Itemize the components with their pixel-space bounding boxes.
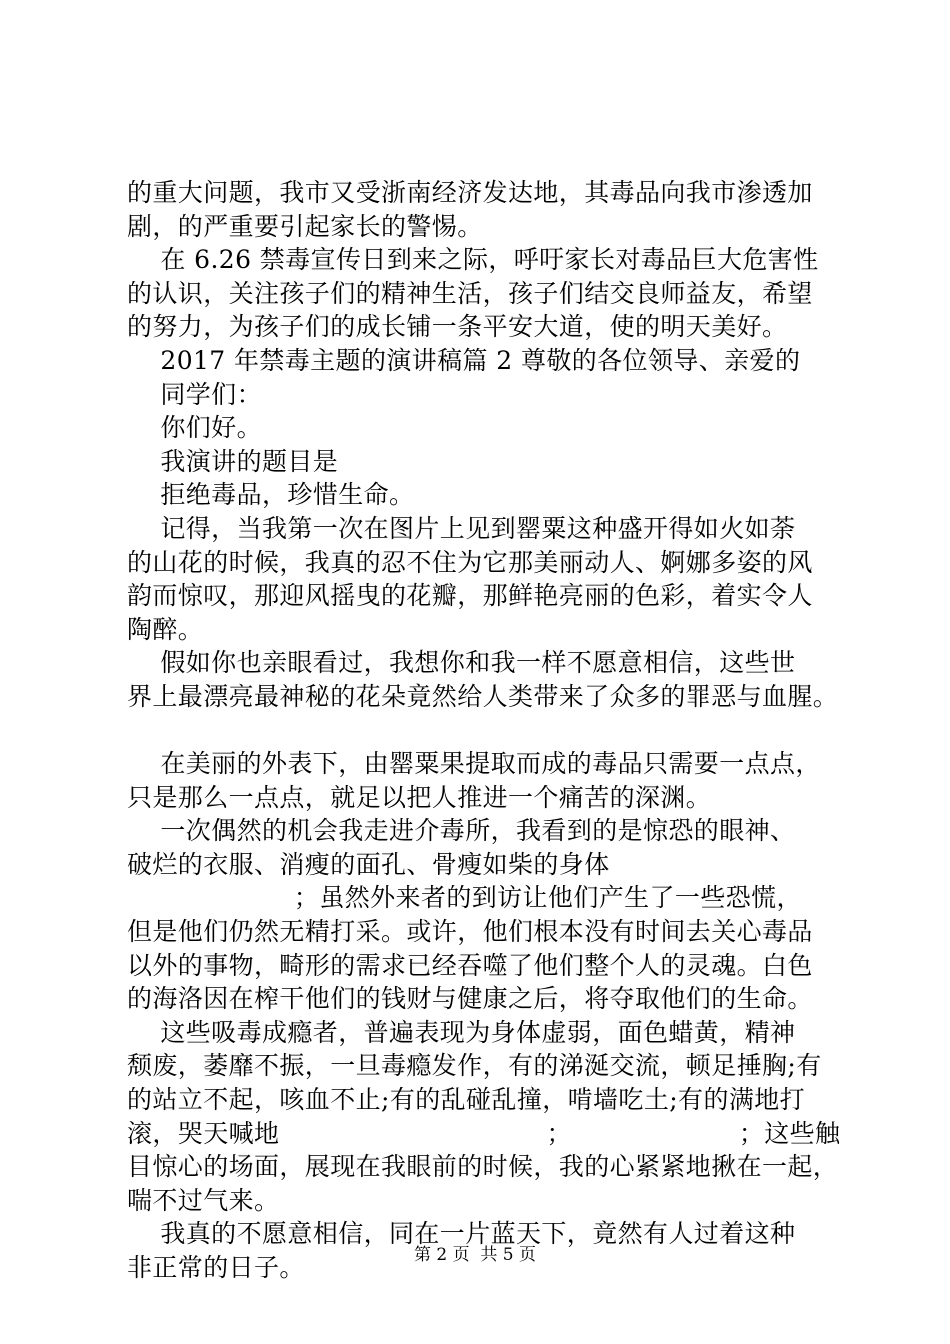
text-line: 的认识，关注孩子们的精神生活，孩子们结交良师益友，希望 (127, 278, 813, 308)
text-line: 假如你也亲眼看过，我想你和我一样不愿意相信，这些世 (127, 648, 796, 678)
body-text (127, 176, 847, 1285)
text-line: 剧，的严重要引起家长的警惕。 (127, 211, 483, 241)
text-line: 目惊心的场面，展现在我眼前的时候，我的心紧紧地揪在一起， (127, 1152, 839, 1182)
text-line: 在美丽的外表下，由罂粟果提取而成的毒品只需要一点点， (127, 749, 821, 779)
blank-line (127, 714, 847, 748)
text-line: 韵而惊叹，那迎风摇曳的花瓣，那鲜艳亮丽的色彩，着实令人 (127, 581, 813, 611)
text-line: 你们好。 (127, 413, 262, 443)
text-line: 的山花的时候，我真的忍不住为它那美丽动人、婀娜多姿的风 (127, 547, 813, 577)
text-line: 的站立不起，咳血不止;有的乱碰乱撞，啃墙吃土;有的满地打 (127, 1085, 806, 1115)
text-line: 记得，当我第一次在图片上见到罂粟这种盛开得如火如荼 (127, 513, 796, 543)
text-line: 的重大问题，我市又受浙南经济发达地，其毒品向我市渗透加 (127, 178, 813, 207)
text-line: 颓废，萎靡不振，一旦毒瘾发作，有的涕涎交流，顿足捶胸;有 (127, 1051, 822, 1081)
text-line: 以外的事物，畸形的需求已经吞噬了他们整个人的灵魂。白色 (127, 950, 813, 980)
text-line: 我真的不愿意相信，同在一片蓝天下，竟然有人过着这种 (127, 1219, 796, 1249)
page-footer: 第 2 页 共 5 页 (413, 1245, 537, 1265)
text-line: 陶醉。 (127, 614, 204, 644)
text-line: 在 6.26 禁毒宣传日到来之际，呼吁家长对毒品巨大危害性 (127, 245, 819, 275)
text-line: 一次偶然的机会我走进介毒所，我看到的是惊恐的眼神、 (127, 816, 796, 846)
text-line: 我演讲的题目是 (127, 446, 339, 476)
text-line: 喘不过气来。 (127, 1185, 280, 1215)
text-line: 但是他们仍然无精打采。或许，他们根本没有时间去关心毒品 (127, 917, 813, 947)
text-line: 拒绝毒品，珍惜生命。 (127, 480, 415, 510)
text-line: 滚，哭天喊地 ； ；这些触 (127, 1118, 841, 1148)
text-line: 非正常的日子。 (127, 1253, 305, 1282)
text-line: 的努力，为孩子们的成长铺一条平安大道，使的明天美好。 (127, 312, 788, 342)
text-line: 的海洛因在榨干他们的钱财与健康之后，将夺取他们的生命。 (127, 984, 813, 1014)
text-line: 2017 年禁毒主题的演讲稿篇 2 尊敬的各位领导、亲爱的 (127, 345, 801, 375)
text-line: 破烂的衣服、消瘦的面孔、骨瘦如柴的身体 (127, 849, 610, 879)
text-line: ；虽然外来者的到访让他们产生了一些恐慌， (127, 883, 802, 913)
text-line: 只是那么一点点，就足以把人推进一个痛苦的深渊。 (127, 782, 712, 812)
text-line: 这些吸毒成瘾者，普遍表现为身体虚弱，面色蜡黄，精神 (127, 1017, 796, 1047)
text-line: 同学们： (127, 379, 262, 409)
text-line: 界上最漂亮最神秘的花朵竟然给人类带来了众多的罪恶与血腥。 (127, 681, 839, 711)
